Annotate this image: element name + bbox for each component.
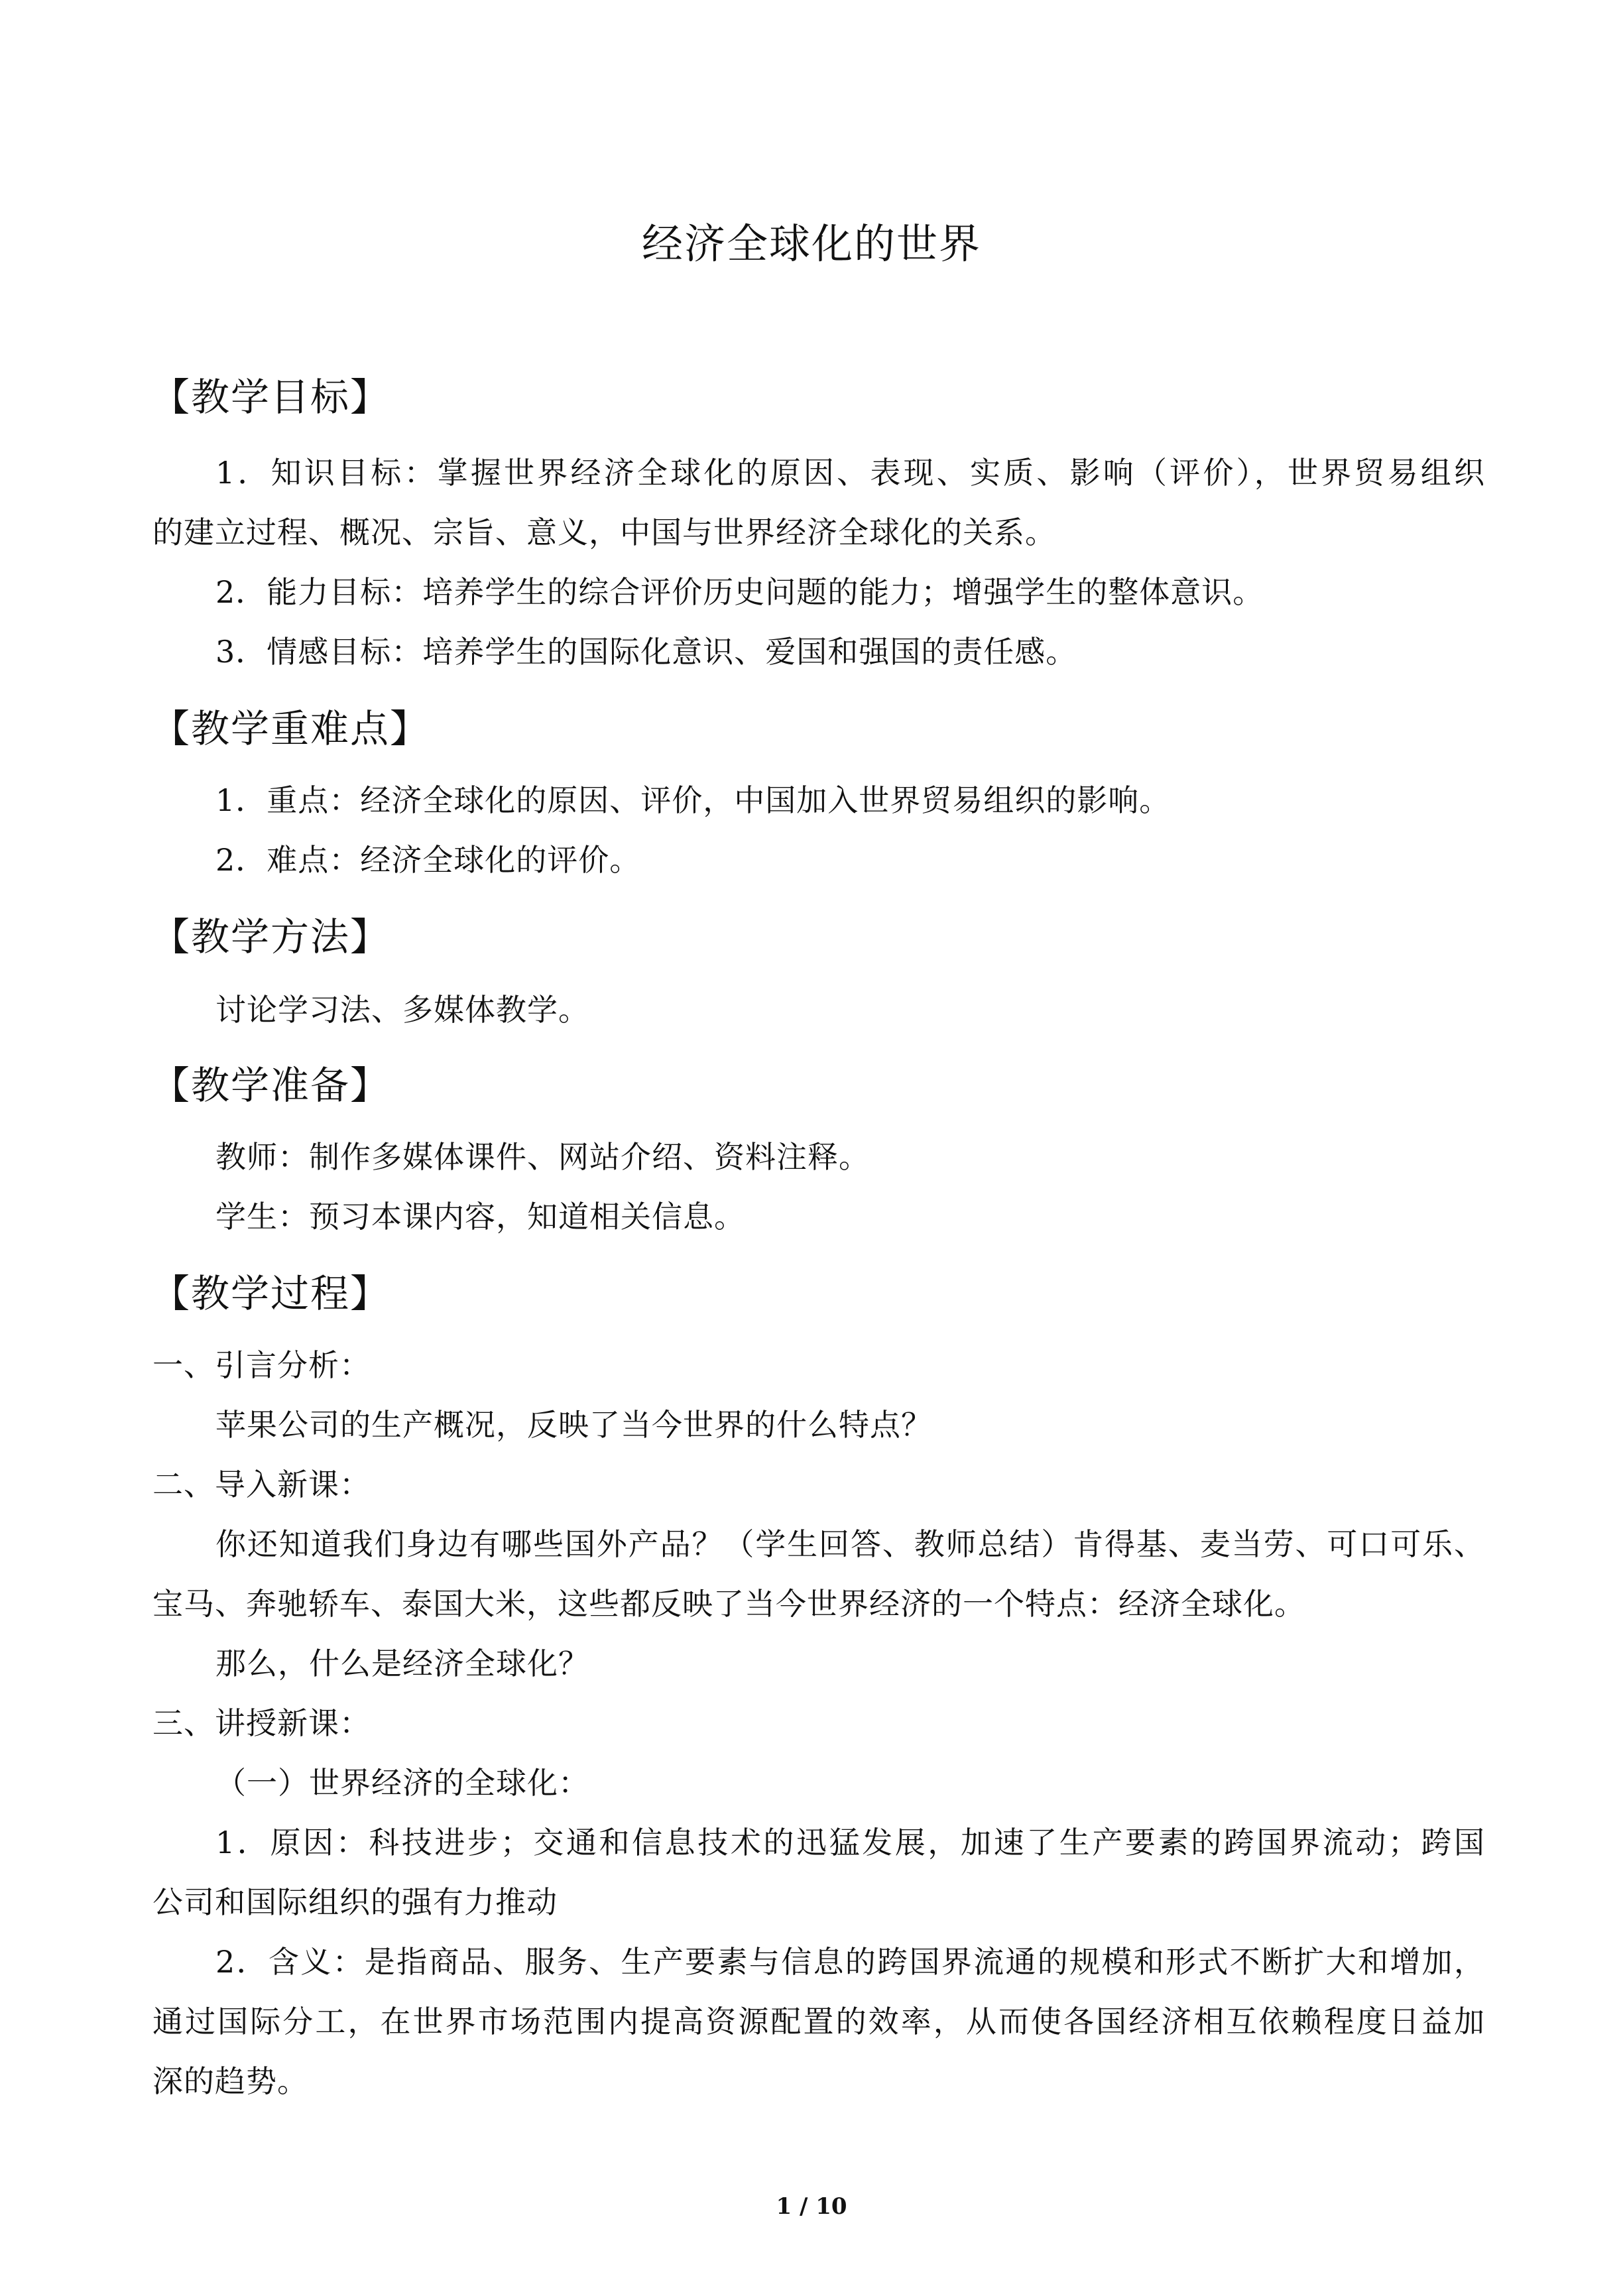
- process-part-1-text: 苹果公司的生产概况，反映了当今世界的什么特点？: [215, 1407, 932, 1443]
- process-part-2-line-2: 宝马、奔驰轿车、泰国大米，这些都反映了当今世界经济的一个特点：经济全球化。: [152, 1586, 1305, 1622]
- process-part-1-title: 一、引言分析：: [152, 1347, 371, 1383]
- preparation-teacher: 教师：制作多媒体课件、网站介绍、资料注释。: [215, 1139, 870, 1175]
- process-part-2-line-1: 你还知道我们身边有哪些国外产品？（学生回答、教师总结）肯得基、麦当劳、可口可乐、: [215, 1526, 1485, 1562]
- section-heading-objectives: 【教学目标】: [151, 375, 391, 420]
- page-indicator: 1 / 10: [776, 2193, 847, 2220]
- objective-1-line-2: 的建立过程、概况、宗旨、意义，中国与世界经济全球化的关系。: [152, 514, 1056, 550]
- section-heading-process: 【教学过程】: [151, 1271, 391, 1316]
- process-part-2-title: 二、导入新课：: [152, 1467, 371, 1502]
- key-point-1: 1．重点：经济全球化的原因、评价，中国加入世界贸易组织的影响。: [215, 782, 1171, 818]
- document-title: 经济全球化的世界: [641, 219, 981, 268]
- methods-text: 讨论学习法、多媒体教学。: [215, 992, 589, 1028]
- process-part-2-line-3: 那么，什么是经济全球化？: [215, 1646, 589, 1681]
- section-heading-methods: 【教学方法】: [151, 914, 391, 959]
- objective-2: 2．能力目标：培养学生的综合评价历史问题的能力；增强学生的整体意识。: [215, 574, 1264, 610]
- objective-3: 3．情感目标：培养学生的国际化意识、爱国和强国的责任感。: [215, 634, 1077, 670]
- process-sub-1-item-2-line-3: 深的趋势。: [152, 2063, 308, 2099]
- process-sub-1-item-1-line-1: 1．原因：科技进步；交通和信息技术的迅猛发展，加速了生产要素的跨国界流动；跨国: [215, 1825, 1485, 1860]
- preparation-student: 学生：预习本课内容，知道相关信息。: [215, 1199, 745, 1235]
- section-heading-preparation: 【教学准备】: [151, 1063, 391, 1108]
- process-part-3-title: 三、讲授新课：: [152, 1705, 371, 1741]
- section-heading-key-points: 【教学重难点】: [151, 706, 430, 751]
- process-sub-1-item-1-line-2: 公司和国际组织的强有力推动: [152, 1884, 558, 1920]
- process-sub-1-item-2-line-2: 通过国际分工，在世界市场范围内提高资源配置的效率，从而使各国经济相互依赖程度日益加: [152, 2004, 1485, 2039]
- objective-1-line-1: 1．知识目标：掌握世界经济全球化的原因、表现、实质、影响（评价），世界贸易组织: [215, 455, 1485, 491]
- process-sub-1-title: （一）世界经济的全球化：: [215, 1765, 589, 1801]
- process-sub-1-item-2-line-1: 2．含义：是指商品、服务、生产要素与信息的跨国界流通的规模和形式不断扩大和增加，: [215, 1944, 1485, 1980]
- key-point-2: 2．难点：经济全球化的评价。: [215, 842, 641, 878]
